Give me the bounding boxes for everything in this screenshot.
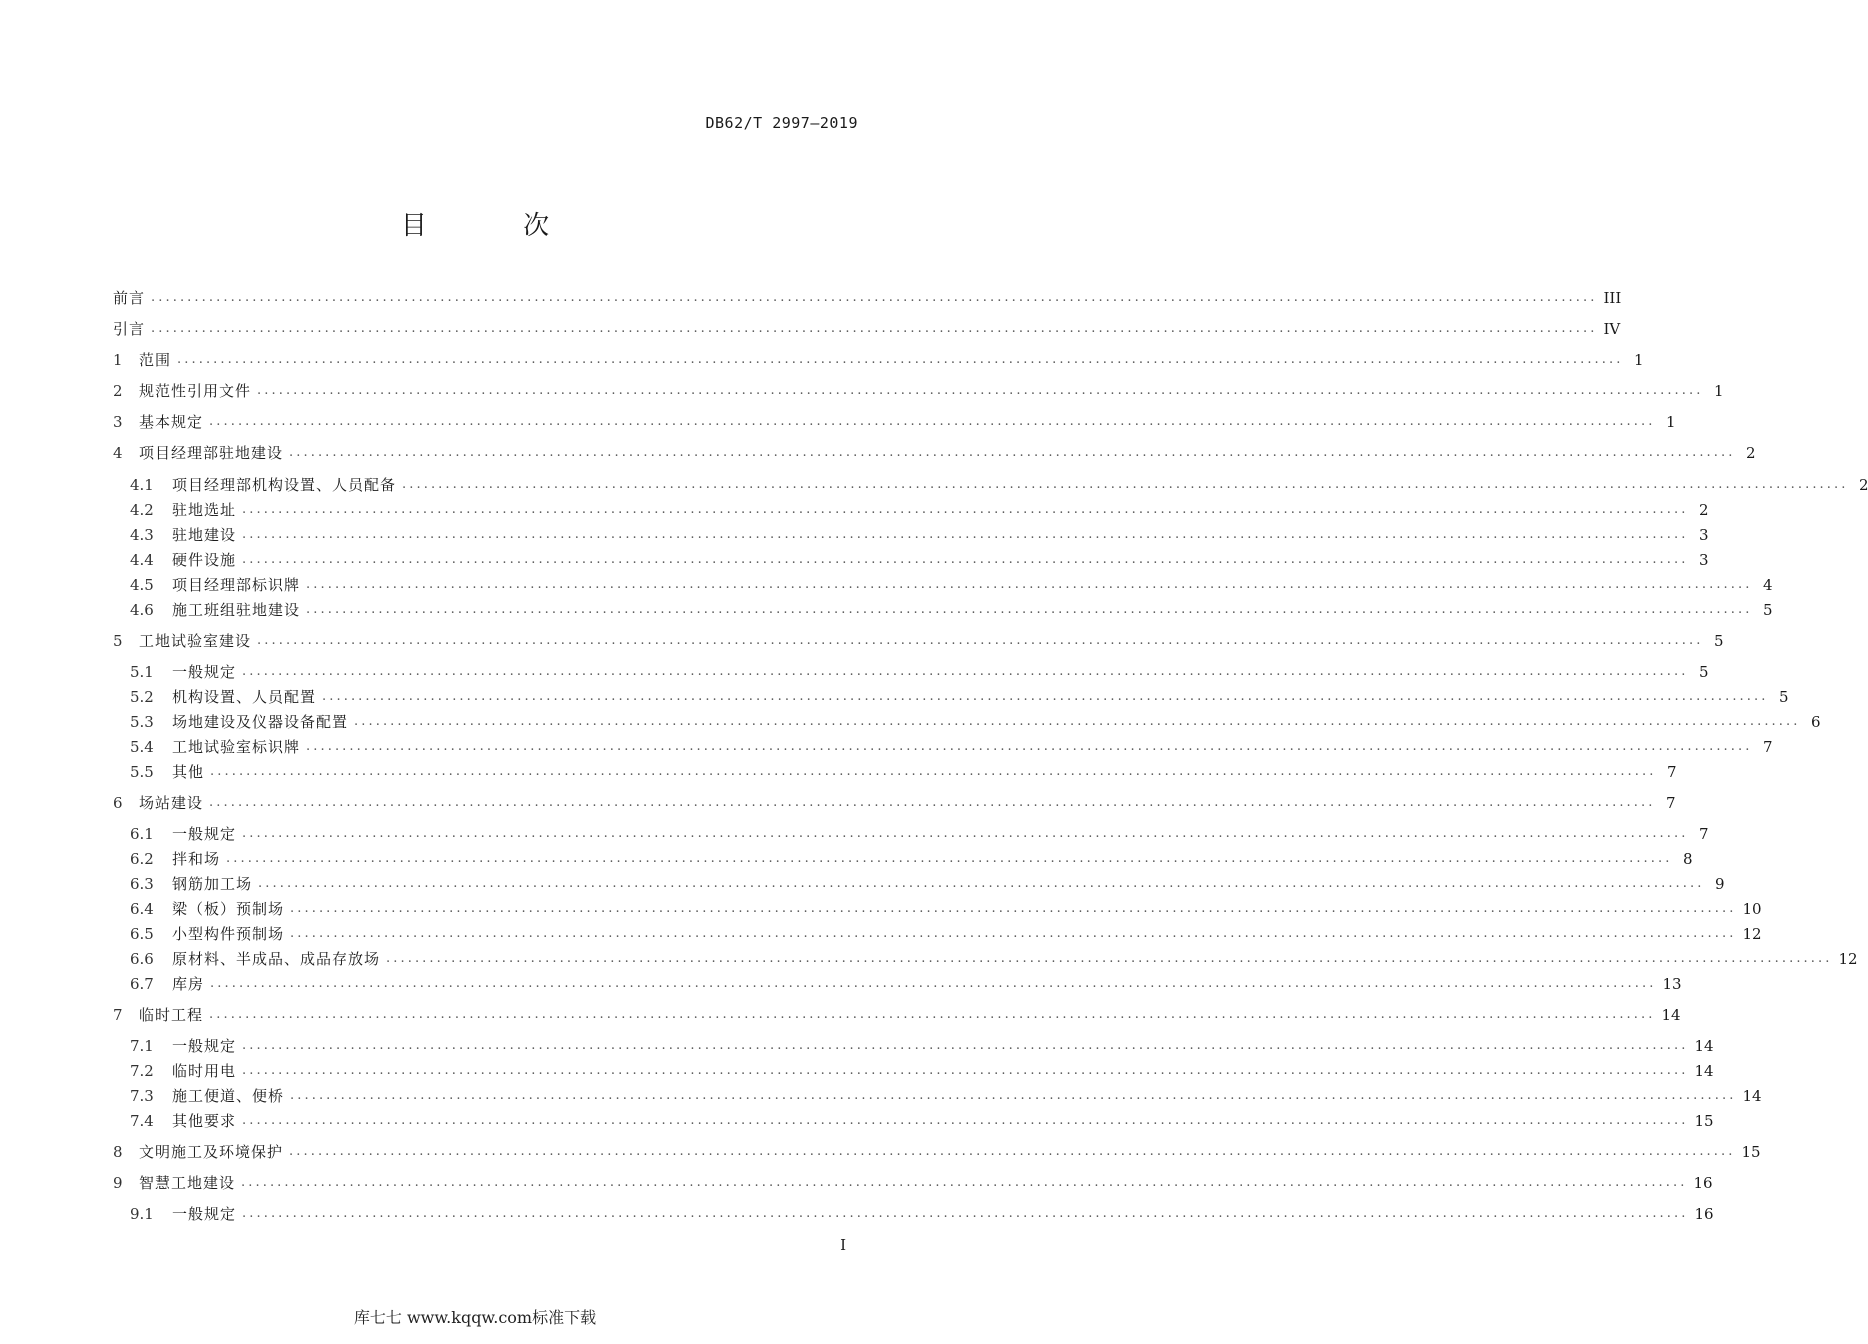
toc-leader-dots: ........................................................................................................................................................................................................: [290, 926, 1737, 941]
toc-leader-dots: ........................................................................................................................................................................................................: [242, 1206, 1689, 1221]
toc-leader-dots: ........................................................................................................................................................................................................: [177, 352, 1624, 367]
toc-leader-dots: ........................................................................................................................................................................................................: [209, 795, 1656, 810]
toc-entry-label: 其他要求: [172, 1112, 237, 1130]
toc-entry[interactable]: [113, 471, 1868, 495]
toc-entry[interactable]: [113, 895, 1762, 919]
toc-leader-dots: ........................................................................................................................................................................................................: [289, 445, 1736, 460]
toc-entry-number: 6.4: [130, 900, 154, 918]
toc-entry[interactable]: [113, 571, 1773, 595]
toc-entry-page: 8: [1682, 850, 1693, 868]
toc-entry-label: 一般规定: [172, 1205, 237, 1223]
toc-entry-page: 4: [1762, 576, 1773, 594]
toc-entry-number: 1: [113, 351, 123, 369]
toc-entry-page: 1: [1633, 351, 1644, 369]
toc-entry-number: 4.1: [130, 476, 154, 494]
toc-leader-dots: ........................................................................................................................................................................................................: [151, 290, 1598, 305]
toc-entry[interactable]: [113, 758, 1677, 782]
toc-entry-number: 4.4: [130, 551, 154, 569]
toc-leader-dots: ........................................................................................................................................................................................................: [242, 502, 1689, 517]
toc-leader-dots: ........................................................................................................................................................................................................: [290, 901, 1737, 916]
toc-entry-label: 驻地建设: [172, 526, 237, 544]
toc-entry[interactable]: [113, 315, 1621, 339]
toc-entry-page: 13: [1662, 975, 1682, 993]
toc-entry-number: 6.5: [130, 925, 154, 943]
toc-entry-page: 12: [1838, 950, 1858, 968]
toc-entry[interactable]: [113, 496, 1709, 520]
toc-entry[interactable]: [113, 1057, 1714, 1081]
toc-entry-label: 硬件设施: [172, 551, 237, 569]
toc-entry-label: 前言: [113, 289, 146, 307]
toc-leader-dots: ........................................................................................................................................................................................................: [289, 1144, 1736, 1159]
toc-entry-number: 5.2: [130, 688, 154, 706]
toc-entry-number: 4.5: [130, 576, 154, 594]
toc-entry[interactable]: [113, 439, 1756, 463]
toc-leader-dots: ........................................................................................................................................................................................................: [242, 826, 1689, 841]
toc-entry[interactable]: [113, 1107, 1714, 1131]
toc-leader-dots: ........................................................................................................................................................................................................: [386, 951, 1833, 966]
toc-entry-number: 6.6: [130, 950, 154, 968]
toc-leader-dots: ........................................................................................................................................................................................................: [242, 1038, 1689, 1053]
toc-leader-dots: ........................................................................................................................................................................................................: [210, 976, 1657, 991]
toc-entry[interactable]: [113, 1032, 1714, 1056]
toc-entry-label: 场站建设: [139, 794, 204, 812]
toc-entry-label: 场地建设及仪器设备配置: [172, 713, 349, 731]
toc-leader-dots: ........................................................................................................................................................................................................: [257, 633, 1704, 648]
toc-entry-number: 2: [113, 382, 123, 400]
toc-leader-dots: ........................................................................................................................................................................................................: [306, 577, 1753, 592]
toc-entry-page: 15: [1741, 1143, 1761, 1161]
toc-entry-page: 1: [1665, 413, 1676, 431]
toc-entry-label: 项目经理部机构设置、人员配备: [172, 476, 397, 494]
toc-leader-dots: ........................................................................................................................................................................................................: [210, 764, 1657, 779]
toc-entry[interactable]: [113, 1082, 1762, 1106]
toc-leader-dots: ........................................................................................................................................................................................................: [354, 714, 1801, 729]
toc-entry-label: 规范性引用文件: [139, 382, 252, 400]
toc-entry-page: IV: [1603, 320, 1621, 338]
toc-leader-dots: ........................................................................................................................................................................................................: [242, 527, 1689, 542]
toc-entry-number: 6.1: [130, 825, 154, 843]
toc-entry[interactable]: [113, 683, 1789, 707]
toc-entry-page: 14: [1694, 1062, 1714, 1080]
toc-entry[interactable]: [113, 408, 1676, 432]
toc-entry-label: 一般规定: [172, 825, 237, 843]
toc-entry-page: 9: [1714, 875, 1725, 893]
toc-entry-number: 5.5: [130, 763, 154, 781]
toc-entry-page: 5: [1713, 632, 1724, 650]
toc-entry[interactable]: [113, 733, 1773, 757]
toc-entry-page: 5: [1762, 601, 1773, 619]
toc-entry-label: 库房: [172, 975, 205, 993]
toc-entry-label: 施工班组驻地建设: [172, 601, 301, 619]
toc-entry-page: 2: [1698, 501, 1709, 519]
toc-entry-number: 7.2: [130, 1062, 154, 1080]
toc-entry[interactable]: [113, 658, 1709, 682]
toc-entry-label: 钢筋加工场: [172, 875, 253, 893]
toc-entry-number: 4.2: [130, 501, 154, 519]
toc-entry-page: 7: [1698, 825, 1709, 843]
toc-entry-page: 15: [1694, 1112, 1714, 1130]
toc-leader-dots: ........................................................................................................................................................................................................: [306, 602, 1753, 617]
toc-leader-dots: ........................................................................................................................................................................................................: [151, 321, 1598, 336]
toc-entry-number: 7: [113, 1006, 123, 1024]
toc-entry-label: 一般规定: [172, 1037, 237, 1055]
toc-entry-number: 4.3: [130, 526, 154, 544]
toc-entry-page: 14: [1661, 1006, 1681, 1024]
toc-entry-page: 10: [1742, 900, 1762, 918]
toc-entry-number: 8: [113, 1143, 123, 1161]
toc-entry-label: 工地试验室建设: [139, 632, 252, 650]
toc-entry[interactable]: [113, 1200, 1714, 1224]
toc-entry-label: 临时用电: [172, 1062, 237, 1080]
toc-entry-label: 一般规定: [172, 663, 237, 681]
toc-entry-label: 文明施工及环境保护: [139, 1143, 284, 1161]
toc-entry-page: 3: [1698, 526, 1709, 544]
toc-entry-label: 其他: [172, 763, 205, 781]
toc-leader-dots: ........................................................................................................................................................................................................: [242, 552, 1689, 567]
toc-entry-label: 工地试验室标识牌: [172, 738, 301, 756]
toc-entry-number: 7.3: [130, 1087, 154, 1105]
toc-entry-label: 梁（板）预制场: [172, 900, 285, 918]
toc-leader-dots: ........................................................................................................................................................................................................: [257, 383, 1704, 398]
toc-entry-page: 14: [1742, 1087, 1762, 1105]
toc-entry-number: 5.4: [130, 738, 154, 756]
toc-entry[interactable]: [113, 945, 1858, 969]
toc-leader-dots: ........................................................................................................................................................................................................: [290, 1088, 1737, 1103]
toc-entry-number: 6.7: [130, 975, 154, 993]
toc-entry-number: 5: [113, 632, 123, 650]
watermark-text: 库七七 www.kqqw.com标准下载: [353, 1308, 597, 1327]
toc-entry-number: 9.1: [130, 1205, 154, 1223]
toc-entry-page: 16: [1693, 1174, 1713, 1192]
toc-entry[interactable]: [113, 920, 1762, 944]
toc-entry[interactable]: [113, 1001, 1681, 1025]
toc-entry-page: 2: [1858, 476, 1868, 494]
toc-entry[interactable]: [113, 970, 1682, 994]
toc-entry[interactable]: [113, 789, 1676, 813]
toc-leader-dots: ........................................................................................................................................................................................................: [209, 1007, 1656, 1022]
toc-entry-label: 原材料、半成品、成品存放场: [172, 950, 381, 968]
toc-entry-page: 7: [1665, 794, 1676, 812]
toc-entry[interactable]: [113, 521, 1709, 545]
toc-leader-dots: ........................................................................................................................................................................................................: [209, 414, 1656, 429]
toc-entry-label: 智慧工地建设: [139, 1174, 236, 1192]
toc-entry-page: 12: [1742, 925, 1762, 943]
toc-entry-page: 1: [1713, 382, 1724, 400]
toc-entry-label: 引言: [113, 320, 146, 338]
toc-entry[interactable]: [113, 284, 1622, 308]
toc-leader-dots: ........................................................................................................................................................................................................: [242, 1113, 1689, 1128]
toc-entry-label: 项目经理部驻地建设: [139, 444, 284, 462]
toc-leader-dots: ........................................................................................................................................................................................................: [226, 851, 1673, 866]
toc-entry-label: 拌和场: [172, 850, 221, 868]
toc-entry-page: 2: [1745, 444, 1756, 462]
toc-entry[interactable]: [113, 627, 1724, 651]
toc-entry-number: 6.3: [130, 875, 154, 893]
toc-entry-label: 小型构件预制场: [172, 925, 285, 943]
toc-entry[interactable]: [113, 708, 1821, 732]
toc-entry-label: 基本规定: [139, 413, 204, 431]
toc-entry-page: 5: [1698, 663, 1709, 681]
toc-leader-dots: ........................................................................................................................................................................................................: [322, 689, 1769, 704]
toc-entry-number: 7.1: [130, 1037, 154, 1055]
page-title: 目 次: [400, 211, 594, 241]
toc-entry-number: 6: [113, 794, 123, 812]
toc-entry-number: 4.6: [130, 601, 154, 619]
toc-entry[interactable]: [113, 820, 1709, 844]
toc-entry-page: 3: [1698, 551, 1709, 569]
toc-entry-page: 7: [1762, 738, 1773, 756]
toc-entry-label: 临时工程: [139, 1006, 204, 1024]
toc-entry[interactable]: [113, 346, 1644, 370]
toc-entry[interactable]: [113, 546, 1709, 570]
toc-entry[interactable]: [113, 845, 1693, 869]
toc-entry-page: 7: [1666, 763, 1677, 781]
toc-entry-label: 施工便道、便桥: [172, 1087, 285, 1105]
toc-entry-page: III: [1603, 289, 1622, 307]
toc-entry-label: 范围: [139, 351, 172, 369]
document-code: DB62/T 2997—2019: [705, 114, 858, 132]
toc-entry-number: 4: [113, 444, 123, 462]
toc-entry-label: 机构设置、人员配置: [172, 688, 317, 706]
toc-entry[interactable]: [113, 1138, 1761, 1162]
toc-leader-dots: ........................................................................................................................................................................................................: [242, 1063, 1689, 1078]
toc-entry-number: 5.1: [130, 663, 154, 681]
toc-entry-number: 6.2: [130, 850, 154, 868]
toc-leader-dots: ........................................................................................................................................................................................................: [242, 664, 1689, 679]
toc-entry-page: 16: [1694, 1205, 1714, 1223]
toc-leader-dots: ........................................................................................................................................................................................................: [241, 1175, 1688, 1190]
toc-entry-label: 项目经理部标识牌: [172, 576, 301, 594]
toc-leader-dots: ........................................................................................................................................................................................................: [402, 477, 1849, 492]
toc-entry-page: 6: [1810, 713, 1821, 731]
toc-entry[interactable]: [113, 870, 1725, 894]
toc-entry-number: 3: [113, 413, 123, 431]
toc-entry-number: 7.4: [130, 1112, 154, 1130]
toc-entry-label: 驻地选址: [172, 501, 237, 519]
toc-entry-page: 5: [1778, 688, 1789, 706]
toc-leader-dots: ........................................................................................................................................................................................................: [306, 739, 1753, 754]
toc-entry-number: 5.3: [130, 713, 154, 731]
page-number: I: [840, 1236, 846, 1254]
toc-entry-page: 14: [1694, 1037, 1714, 1055]
toc-entry[interactable]: [113, 596, 1773, 620]
toc-entry[interactable]: [113, 377, 1724, 401]
toc-leader-dots: ........................................................................................................................................................................................................: [258, 876, 1705, 891]
toc-entry[interactable]: [113, 1169, 1713, 1193]
toc-entry-number: 9: [113, 1174, 123, 1192]
